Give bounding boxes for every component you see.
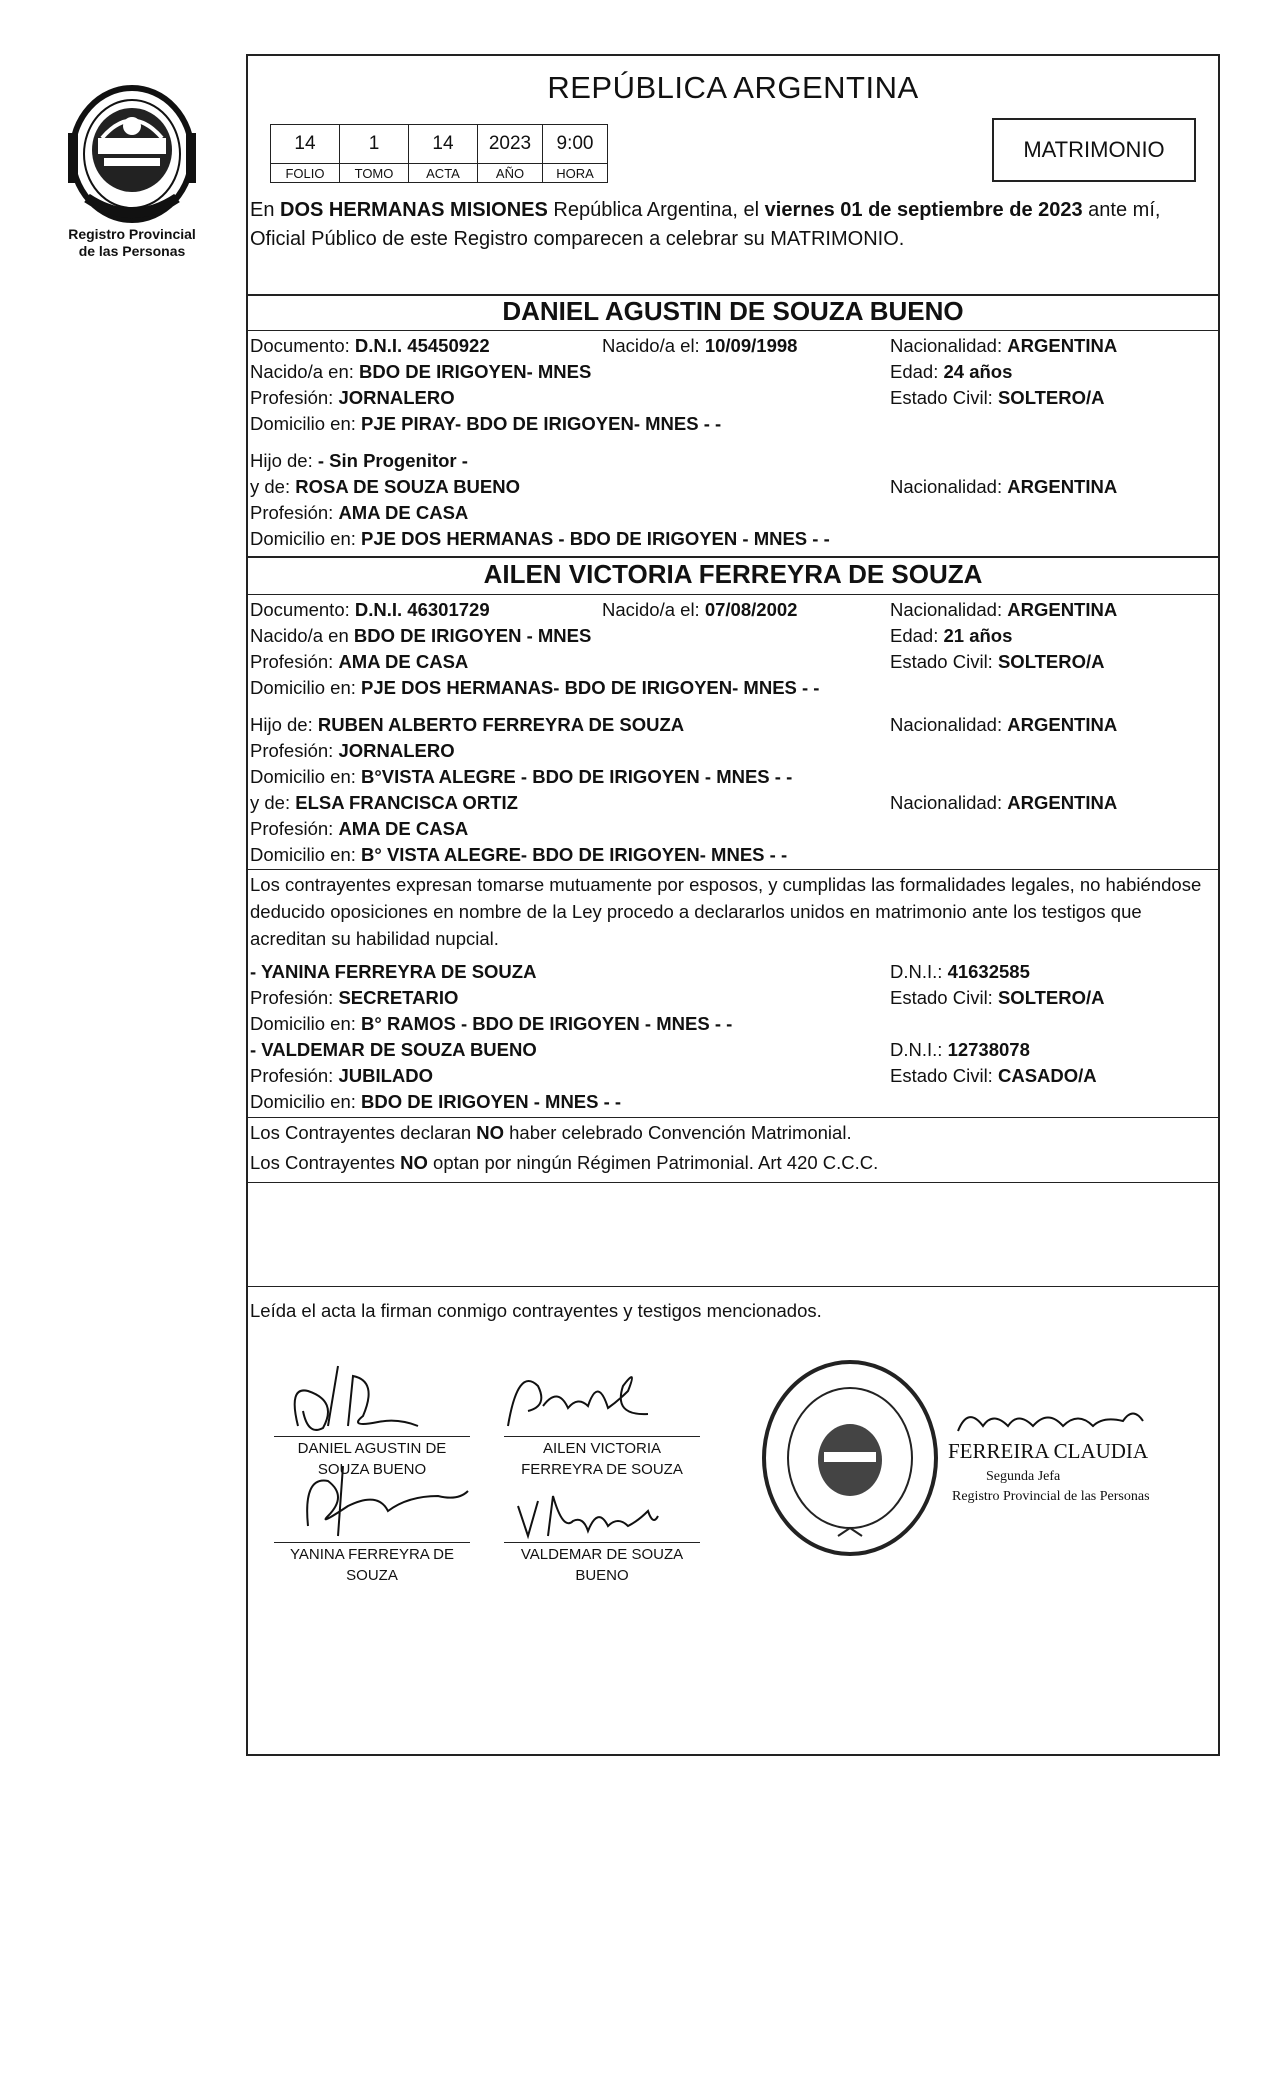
anio-label: AÑO [478, 164, 543, 183]
registry-caption [48, 226, 216, 260]
acta-value: 14 [409, 125, 478, 164]
marriage-certificate [246, 54, 1220, 1756]
witness1-name: - YANINA FERREYRA DE SOUZA [250, 961, 537, 982]
official-role: Segunda Jefa [986, 1469, 1061, 1484]
anio-value: 2023 [478, 125, 543, 164]
divider [248, 594, 1218, 595]
witness1-civil-status: Estado Civil: SOLTERO/A [890, 987, 1105, 1008]
spouse2-birth-date: Nacido/a el: 07/08/2002 [602, 599, 798, 620]
signature-label-yanina: YANINA FERREYRA DE SOUZA [290, 1546, 454, 1584]
signature-line [274, 1542, 470, 1543]
spouse1-profession: Profesión: JORNALERO [250, 387, 455, 408]
spouse1-mother-nationality: Nacionalidad: ARGENTINA [890, 476, 1118, 497]
divider [248, 556, 1218, 558]
intro-date: viernes 01 de septiembre de 2023 [764, 199, 1083, 221]
declaration-paragraph: Los contrayentes expresan tomarse mutuamente por esposos, y cumplidas las formalidades legales, no habiéndose deducido oposiciones en nombre de la Ley procedo a declararlos unidos en matrimonio ante los testigos que acreditan su habilidad nupcial. [250, 874, 1202, 949]
spouse1-age: Edad: 24 años [890, 361, 1013, 382]
spouse2-document: Documento: D.N.I. 46301729 [250, 599, 490, 620]
spouse2-father-profession: Profesión: JORNALERO [250, 740, 455, 761]
divider [248, 1182, 1218, 1183]
spouse2-mother: y de: ELSA FRANCISCA ORTIZ [250, 792, 518, 813]
witness1-address: Domicilio en: B° RAMOS - BDO DE IRIGOYEN - MNES - - [250, 1013, 733, 1034]
spouse2-age: Edad: 21 años [890, 625, 1013, 646]
spouse2-mother-nationality: Nacionalidad: ARGENTINA [890, 792, 1118, 813]
registry-caption-line1: Registro Provincial [68, 226, 196, 242]
witness2-name: - VALDEMAR DE SOUZA BUENO [250, 1039, 537, 1060]
registry-caption-line2: de las Personas [78, 243, 186, 259]
spouse1-birthplace: Nacido/a en: BDO DE IRIGOYEN- MNES [250, 361, 592, 382]
witness1-profession: Profesión: SECRETARIO [250, 987, 459, 1008]
spouse1-mother-address: Domicilio en: PJE DOS HERMANAS - BDO DE IRIGOYEN - MNES - - [250, 528, 830, 549]
act-type-box: MATRIMONIO [992, 118, 1196, 182]
signature-line [504, 1542, 700, 1543]
signature-valdemar [498, 1476, 698, 1546]
tomo-value: 1 [340, 125, 409, 164]
spouse2-profession: Profesión: AMA DE CASA [250, 651, 469, 672]
witness2-civil-status: Estado Civil: CASADO/A [890, 1065, 1097, 1086]
divider [248, 869, 1218, 870]
signature-label-valdemar: VALDEMAR DE SOUZA BUENO [520, 1546, 684, 1584]
spouse2-mother-address: Domicilio en: B° VISTA ALEGRE- BDO DE IRIGOYEN- MNES - - [250, 844, 788, 865]
witness2-address: Domicilio en: BDO DE IRIGOYEN - MNES - - [250, 1091, 622, 1112]
witness1-dni: D.N.I.: 41632585 [890, 961, 1030, 982]
spouse1-name: DANIEL AGUSTIN DE SOUZA BUENO [502, 296, 964, 326]
spouse1-civil-status: Estado Civil: SOLTERO/A [890, 387, 1105, 408]
closing-text: Leída el acta la firman conmigo contrayentes y testigos mencionados. [250, 1300, 822, 1321]
page-title: REPÚBLICA ARGENTINA [547, 70, 919, 105]
hora-label: HORA [543, 164, 608, 183]
spouse2-father-nationality: Nacionalidad: ARGENTINA [890, 714, 1118, 735]
spouse2-father-address: Domicilio en: B°VISTA ALEGRE - BDO DE IRIGOYEN - MNES - - [250, 766, 793, 787]
witness2-profession: Profesión: JUBILADO [250, 1065, 433, 1086]
spouse2-civil-status: Estado Civil: SOLTERO/A [890, 651, 1105, 672]
official-name: FERREIRA CLAUDIA [948, 1439, 1149, 1463]
tomo-label: TOMO [340, 164, 409, 183]
spouse1-nationality: Nacionalidad: ARGENTINA [890, 335, 1118, 356]
official-seal-icon [758, 1356, 943, 1561]
divider [248, 1286, 1218, 1287]
signature-line [274, 1436, 470, 1437]
signature-label-ailen: AILEN VICTORIA FERREYRA DE SOUZA [521, 1440, 683, 1478]
acta-label: ACTA [409, 164, 478, 183]
intro-paragraph: En DOS HERMANAS MISIONES República Argentina, el viernes 01 de septiembre de 2023 ante mí, Oficial Público de este Registro comparecen a celebrar su MATRIMONIO. [250, 199, 1161, 250]
spouse2-birthplace: Nacido/a en BDO DE IRIGOYEN - MNES [250, 625, 592, 646]
spouse1-mother: y de: ROSA DE SOUZA BUENO [250, 476, 521, 497]
spouse2-address: Domicilio en: PJE DOS HERMANAS- BDO DE IRIGOYEN- MNES - - [250, 677, 820, 698]
witness2-dni: D.N.I.: 12738078 [890, 1039, 1030, 1060]
spouse2-father: Hijo de: RUBEN ALBERTO FERREYRA DE SOUZA [250, 714, 685, 735]
spouse1-document: Documento: D.N.I. 45450922 [250, 335, 490, 356]
spouse1-address: Domicilio en: PJE PIRAY- BDO DE IRIGOYEN- MNES - - [250, 413, 722, 434]
divider [248, 1117, 1218, 1118]
spouse1-birth-date: Nacido/a el: 10/09/1998 [602, 335, 798, 356]
intro-place: DOS HERMANAS MISIONES [280, 199, 548, 221]
spouse2-mother-profession: Profesión: AMA DE CASA [250, 818, 469, 839]
signature-daniel [268, 1356, 448, 1446]
folio-label: FOLIO [271, 164, 340, 183]
convention-line1: Los Contrayentes declaran NO haber celebrado Convención Matrimonial. [250, 1122, 852, 1143]
spouse1-mother-profession: Profesión: AMA DE CASA [250, 502, 469, 523]
registry-logo [62, 78, 202, 228]
spouse1-father: Hijo de: - Sin Progenitor - [250, 450, 468, 471]
signature-label-daniel: DANIEL AGUSTIN DE SOUZA BUENO [297, 1440, 447, 1478]
convention-line2: Los Contrayentes NO optan por ningún Régimen Patrimonial. Art 420 C.C.C. [250, 1152, 879, 1173]
divider [248, 330, 1218, 331]
official-office: Registro Provincial de las Personas [952, 1489, 1150, 1504]
signature-line [504, 1436, 700, 1437]
signature-ailen [498, 1346, 678, 1441]
reference-table [270, 124, 608, 183]
signature-yanina [268, 1456, 488, 1546]
spouse2-nationality: Nacionalidad: ARGENTINA [890, 599, 1118, 620]
spouse2-name: AILEN VICTORIA FERREYRA DE SOUZA [483, 559, 983, 589]
folio-value: 14 [271, 125, 340, 164]
hora-value: 9:00 [543, 125, 608, 164]
